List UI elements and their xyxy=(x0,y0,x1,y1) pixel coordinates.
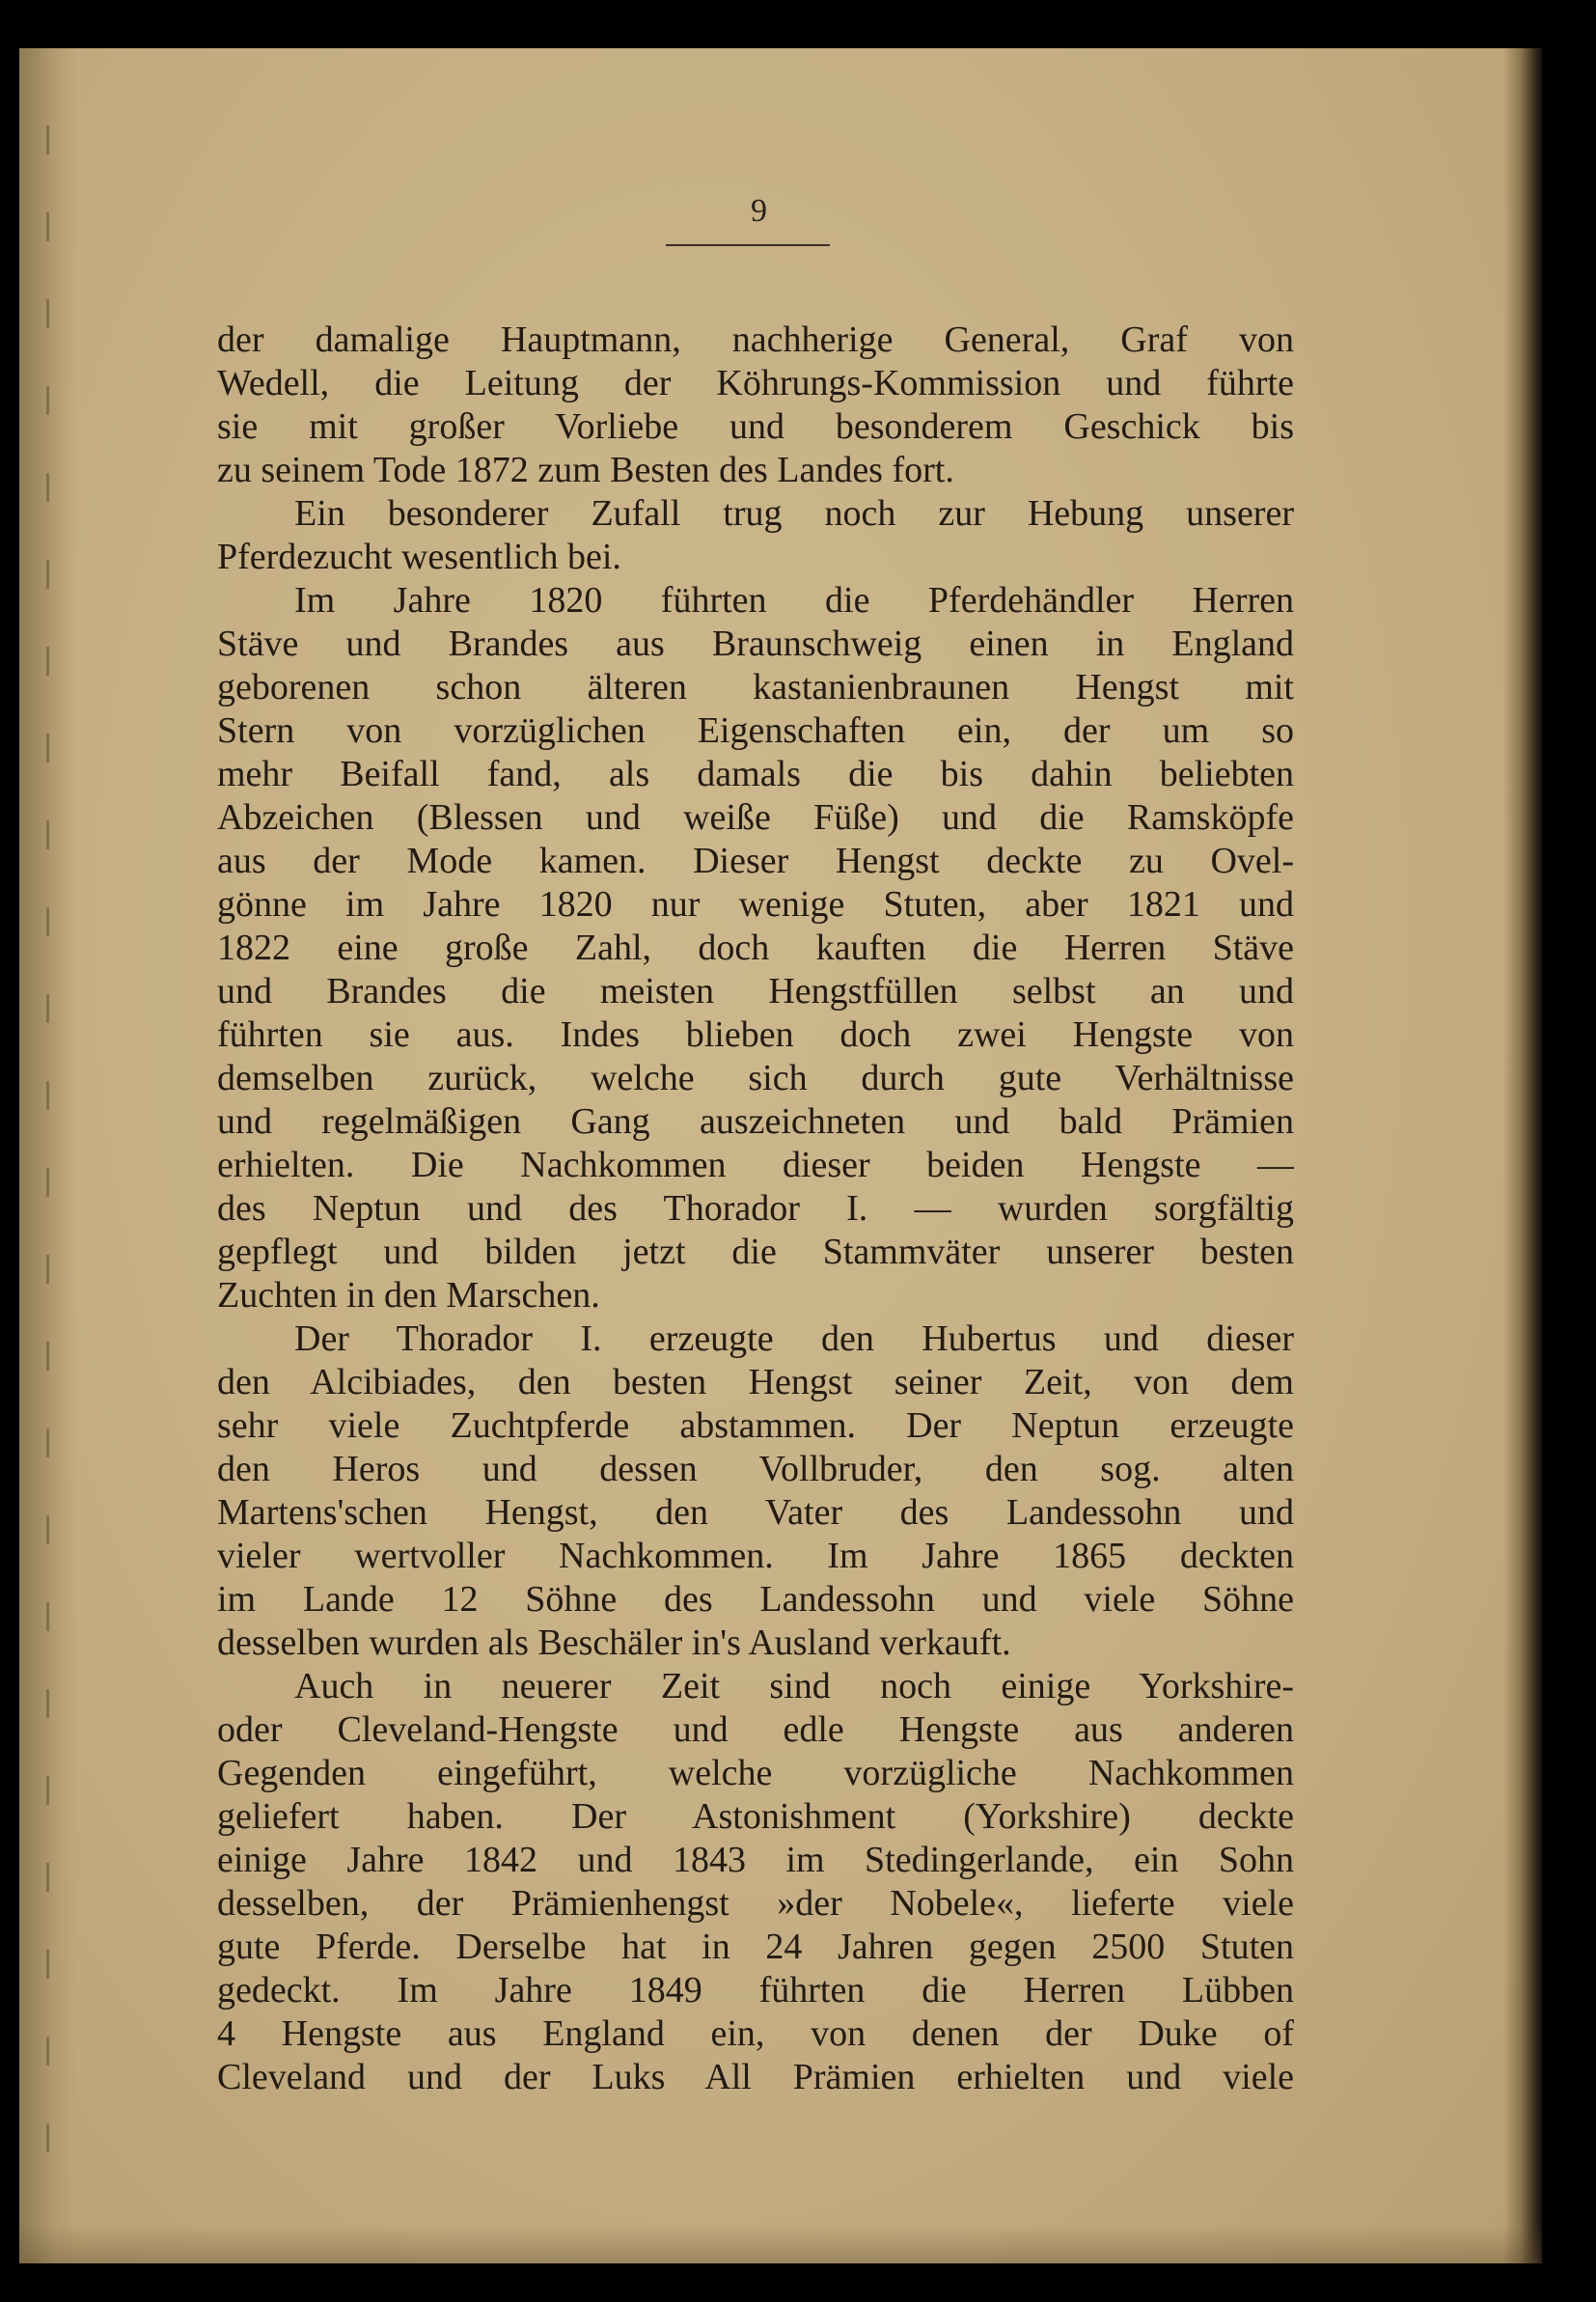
text-line: Martens'schen Hengst, den Vater des Landessohn und xyxy=(217,1492,1294,1533)
text-line: aus der Mode kamen. Dieser Hengst deckte zu Ovel- xyxy=(217,841,1294,881)
page-number: 9 xyxy=(751,193,768,229)
text-line: demselben zurück, welche sich durch gute Verhältnisse xyxy=(217,1058,1294,1098)
text-line: mehr Beifall fand, als damals die bis dahin beliebten xyxy=(217,754,1294,794)
text-line: vieler wertvoller Nachkommen. Im Jahre 1865 deckten xyxy=(217,1536,1294,1576)
header-rule xyxy=(666,244,830,246)
text-line: und Brandes die meisten Hengstfüllen selbst an und xyxy=(217,971,1294,1012)
text-line: Abzeichen (Blessen und weiße Füße) und die Ramsköpfe xyxy=(217,797,1294,838)
text-line: den Alcibiades, den besten Hengst seiner Zeit, von dem xyxy=(217,1362,1294,1402)
text-line: desselben wurden als Beschäler in's Ausland verkauft. xyxy=(217,1622,1011,1663)
text-line: gepflegt und bilden jetzt die Stammväter unserer besten xyxy=(217,1232,1294,1272)
text-line: Im Jahre 1820 führten die Pferdehändler Herren xyxy=(294,580,1294,621)
text-line: geborenen schon älteren kastanienbraunen Hengst mit xyxy=(217,667,1294,707)
text-line: und regelmäßigen Gang auszeichneten und bald Prämien xyxy=(217,1101,1294,1142)
text-line: Auch in neuerer Zeit sind noch einige Yorkshire- xyxy=(294,1666,1294,1706)
text-line: im Lande 12 Söhne des Landessohn und viele Söhne xyxy=(217,1579,1294,1620)
text-line: gönne im Jahre 1820 nur wenige Stuten, aber 1821 und xyxy=(217,884,1294,925)
text-line: des Neptun und des Thorador I. — wurden sorgfältig xyxy=(217,1188,1294,1229)
text-line: einige Jahre 1842 und 1843 im Stedingerlande, ein Sohn xyxy=(217,1840,1294,1880)
text-line: geliefert haben. Der Astonishment (Yorkshire) deckte xyxy=(217,1796,1294,1837)
book-page xyxy=(19,48,1542,2263)
body-text xyxy=(217,319,1294,2099)
page-bottom-edge xyxy=(19,2225,1542,2263)
text-line: Wedell, die Leitung der Köhrungs-Kommission und führte xyxy=(217,363,1294,403)
text-line: Ein besonderer Zufall trug noch zur Hebung unserer xyxy=(294,493,1294,534)
page-edge-marks xyxy=(46,125,49,2152)
text-line: sehr viele Zuchtpferde abstammen. Der Neptun erzeugte xyxy=(217,1405,1294,1446)
text-line: gedeckt. Im Jahre 1849 führten die Herren Lübben xyxy=(217,1970,1294,2011)
text-line: gute Pferde. Derselbe hat in 24 Jahren gegen 2500 Stuten xyxy=(217,1927,1294,1967)
text-line: Pferdezucht wesentlich bei. xyxy=(217,537,621,577)
text-line: Zuchten in den Marschen. xyxy=(217,1275,600,1316)
text-line: Stern von vorzüglichen Eigenschaften ein, der um so xyxy=(217,710,1294,751)
text-line: Cleveland und der Luks All Prämien erhielten und viele xyxy=(217,2057,1294,2097)
text-line: desselben, der Prämienhengst »der Nobele«, lieferte viele xyxy=(217,1883,1294,1924)
text-line: Der Thorador I. erzeugte den Hubertus und dieser xyxy=(294,1318,1294,1359)
text-line: Gegenden eingeführt, welche vorzügliche Nachkommen xyxy=(217,1753,1294,1793)
text-line: führten sie aus. Indes blieben doch zwei Hengste von xyxy=(217,1014,1294,1055)
text-line: den Heros und dessen Vollbruder, den sog. alten xyxy=(217,1449,1294,1489)
text-line: Stäve und Brandes aus Braunschweig einen in England xyxy=(217,624,1294,664)
text-line: der damalige Hauptmann, nachherige General, Graf von xyxy=(217,319,1294,360)
text-line: erhielten. Die Nachkommen dieser beiden Hengste — xyxy=(217,1145,1294,1185)
text-line: zu seinem Tode 1872 zum Besten des Landes fort. xyxy=(217,450,954,490)
text-line: 1822 eine große Zahl, doch kauften die Herren Stäve xyxy=(217,928,1294,968)
book-spine-shadow xyxy=(1503,48,1542,2263)
text-line: sie mit großer Vorliebe und besonderem Geschick bis xyxy=(217,406,1294,447)
text-line: oder Cleveland-Hengste und edle Hengste aus anderen xyxy=(217,1709,1294,1750)
text-line: 4 Hengste aus England ein, von denen der Duke of xyxy=(217,2013,1294,2054)
